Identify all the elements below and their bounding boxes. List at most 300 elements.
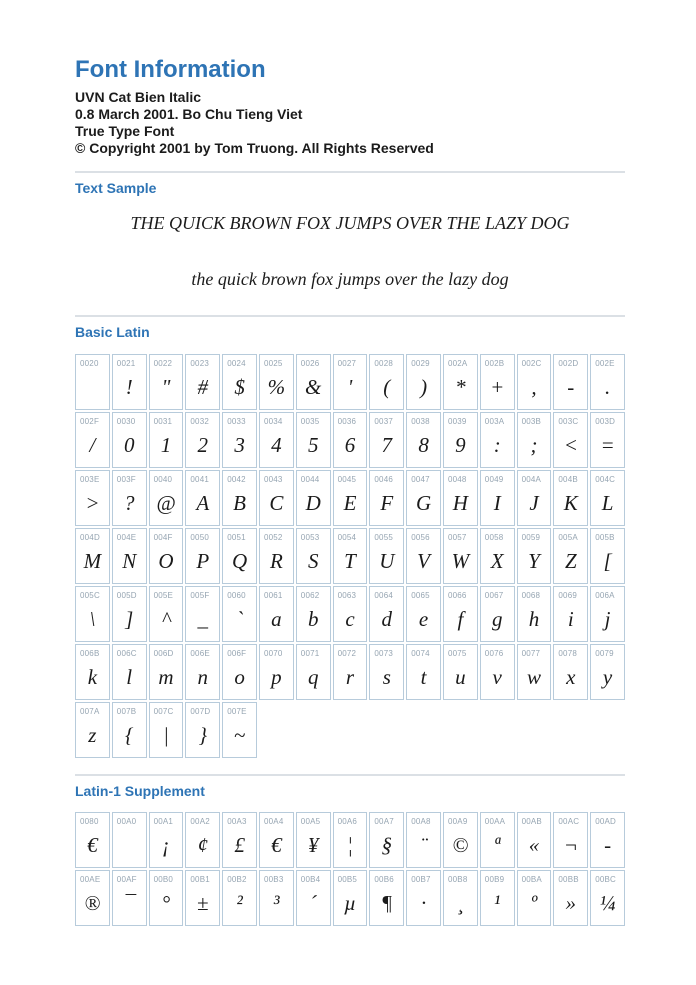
glyph-sample: ±	[197, 890, 209, 915]
glyph-sample: F	[380, 490, 394, 515]
codepoint-label: 0053	[300, 533, 320, 542]
section-heading-text-sample: Text Sample	[75, 180, 157, 196]
codepoint-label: 00B5	[337, 875, 358, 884]
glyph-sample: B	[233, 490, 246, 515]
codepoint-label: 006F	[227, 649, 247, 658]
codepoint-label: 00A3	[227, 817, 247, 826]
glyph-sample: ?	[123, 490, 135, 515]
glyph-cell-0030	[112, 412, 147, 468]
glyph-cell-005B	[590, 528, 625, 584]
glyph-sample: l	[126, 664, 133, 689]
codepoint-label: 0024	[227, 359, 246, 368]
codepoint-label: 0030	[116, 417, 136, 426]
glyph-sample: X	[490, 548, 504, 573]
glyph-cell-00BA	[517, 870, 552, 926]
codepoint-label: 0078	[558, 649, 577, 658]
glyph-cell-00A2	[185, 812, 220, 868]
codepoint-label: 005E	[153, 591, 174, 600]
codepoint-label: 00AB	[521, 817, 542, 826]
glyph-sample: +	[490, 374, 505, 399]
latin1-supplement-glyph-grid	[75, 812, 625, 926]
glyph-sample: ¢	[197, 832, 209, 857]
glyph-sample: ©	[452, 832, 469, 857]
codepoint-label: 007E	[227, 707, 247, 716]
sample-text-lowercase: the quick brown fox jumps over the lazy dog	[191, 269, 509, 289]
glyph-sample: r	[345, 664, 355, 689]
glyph-sample: N	[122, 548, 137, 573]
glyph-sample: Y	[528, 548, 540, 573]
glyph-cell-007B	[112, 702, 147, 758]
font-type-line: True Type Font	[75, 123, 175, 139]
codepoint-label: 0036	[337, 417, 357, 426]
glyph-sample: ¡	[161, 832, 171, 857]
glyph-sample: w	[526, 664, 541, 689]
glyph-sample: \	[89, 606, 96, 631]
glyph-sample: o	[234, 664, 245, 689]
glyph-cell-00AC	[553, 812, 588, 868]
glyph-cell-0050	[185, 528, 220, 584]
glyph-sample: ·	[420, 890, 427, 915]
codepoint-label: 0065	[411, 591, 430, 600]
glyph-cell-00A0	[112, 812, 147, 868]
codepoint-label: 0063	[337, 591, 357, 600]
glyph-cell-00B3	[259, 870, 294, 926]
glyph-sample: 1	[160, 432, 172, 457]
codepoint-label: 0033	[227, 417, 246, 426]
glyph-cell-007D	[185, 702, 220, 758]
glyph-sample: c	[345, 606, 355, 631]
codepoint-label: 0043	[263, 475, 283, 484]
glyph-sample: ~	[233, 722, 246, 747]
codepoint-label: 004B	[558, 475, 578, 484]
divider-above-basic-latin	[75, 315, 625, 317]
glyph-cell-0080	[75, 812, 110, 868]
glyph-cell-0057	[443, 528, 478, 584]
codepoint-label: 00B9	[484, 875, 505, 884]
glyph-sample: P	[196, 548, 210, 573]
glyph-sample: 2	[197, 432, 209, 457]
glyph-sample: g	[491, 606, 503, 631]
glyph-sample: b	[307, 606, 319, 631]
glyph-sample: #	[197, 374, 209, 399]
glyph-cell-00A3	[222, 812, 257, 868]
glyph-cell-0075	[443, 644, 478, 700]
glyph-sample: A	[196, 490, 210, 515]
glyph-sample: K	[563, 490, 578, 515]
codepoint-label: 00B0	[153, 875, 174, 884]
codepoint-label: 0032	[190, 417, 209, 426]
codepoint-label: 0039	[447, 417, 467, 426]
codepoint-label: 0074	[411, 649, 430, 658]
glyph-cell-004F	[149, 528, 184, 584]
codepoint-label: 004D	[80, 533, 100, 542]
glyph-cell-0064	[369, 586, 404, 642]
sample-text-uppercase: THE QUICK BROWN FOX JUMPS OVER THE LAZY DOG	[130, 213, 570, 233]
codepoint-label: 0061	[263, 591, 283, 600]
glyph-sample: '	[347, 374, 353, 399]
codepoint-label: 00A8	[411, 817, 431, 826]
codepoint-label: 00AF	[116, 875, 137, 884]
glyph-cell-004A	[517, 470, 552, 526]
glyph-cell-0042	[222, 470, 257, 526]
glyph-sample: R	[269, 548, 283, 573]
glyph-sample: ²	[236, 890, 243, 915]
glyph-cell-0047	[406, 470, 441, 526]
codepoint-label: 00AA	[484, 817, 506, 826]
glyph-cell-0059	[517, 528, 552, 584]
codepoint-label: 003D	[595, 417, 616, 426]
codepoint-label: 0070	[263, 649, 283, 658]
glyph-sample: a	[271, 606, 282, 631]
glyph-sample: u	[455, 664, 466, 689]
glyph-cell-0034	[259, 412, 294, 468]
glyph-cell-00B5	[333, 870, 368, 926]
glyph-cell-00BC	[590, 870, 625, 926]
codepoint-label: 00A5	[300, 817, 321, 826]
codepoint-label: 003B	[521, 417, 542, 426]
glyph-sample: 6	[344, 432, 356, 457]
codepoint-label: 005D	[116, 591, 137, 600]
glyph-sample: ¸	[456, 890, 464, 915]
codepoint-label: 0068	[521, 591, 541, 600]
codepoint-label: 0073	[374, 649, 393, 658]
glyph-sample: h	[528, 606, 540, 631]
codepoint-label: 00B7	[411, 875, 431, 884]
glyph-cell-00BB	[553, 870, 588, 926]
codepoint-label: 0054	[337, 533, 357, 542]
glyph-cell-0065	[406, 586, 441, 642]
glyph-sample: =	[600, 432, 615, 457]
codepoint-label: 0056	[411, 533, 430, 542]
glyph-sample: m	[158, 664, 174, 689]
codepoint-label: 007D	[190, 707, 211, 716]
glyph-cell-0044	[296, 470, 331, 526]
glyph-cell-00A5	[296, 812, 331, 868]
glyph-cell-0066	[443, 586, 478, 642]
section-heading-latin1-supplement: Latin-1 Supplement	[75, 783, 205, 799]
glyph-cell-005E	[149, 586, 184, 642]
codepoint-label: 0046	[374, 475, 393, 484]
page-title: Font Information	[75, 56, 266, 83]
codepoint-label: 0037	[374, 417, 393, 426]
glyph-cell-007C	[149, 702, 184, 758]
glyph-cell-0021	[112, 354, 147, 410]
glyph-sample: €	[271, 832, 282, 857]
glyph-cell-00B1	[185, 870, 220, 926]
glyph-sample: W	[451, 548, 470, 573]
codepoint-label: 0040	[153, 475, 173, 484]
glyph-cell-0022	[149, 354, 184, 410]
glyph-sample: T	[344, 548, 356, 573]
codepoint-label: 0047	[411, 475, 430, 484]
glyph-cell-0046	[369, 470, 404, 526]
glyph-cell-0053	[296, 528, 331, 584]
glyph-sample: .	[604, 374, 611, 399]
glyph-sample: G	[416, 490, 432, 515]
codepoint-label: 005C	[80, 591, 100, 600]
glyph-sample: (	[383, 374, 391, 399]
codepoint-label: 0072	[337, 649, 357, 658]
glyph-cell-00B9	[480, 870, 515, 926]
glyph-cell-0035	[296, 412, 331, 468]
glyph-sample	[113, 826, 146, 867]
codepoint-label: 00A6	[337, 817, 358, 826]
codepoint-label: 005B	[595, 533, 615, 542]
glyph-cell-006B	[75, 644, 110, 700]
glyph-cell-00A1	[149, 812, 184, 868]
glyph-cell-0045	[333, 470, 368, 526]
codepoint-label: 002A	[447, 359, 468, 368]
divider-above-latin1-supplement	[75, 774, 625, 776]
glyph-sample: C	[269, 490, 284, 515]
glyph-cell-004E	[112, 528, 147, 584]
glyph-cell-005D	[112, 586, 147, 642]
glyph-sample: »	[565, 890, 577, 915]
glyph-sample: $	[234, 374, 245, 399]
codepoint-label: 0062	[300, 591, 320, 600]
codepoint-label: 0048	[447, 475, 467, 484]
glyph-sample: [	[603, 548, 612, 573]
glyph-cell-00A8	[406, 812, 441, 868]
glyph-cell-0043	[259, 470, 294, 526]
codepoint-label: 0051	[227, 533, 246, 542]
glyph-cell-005F	[185, 586, 220, 642]
codepoint-label: 007A	[80, 707, 100, 716]
glyph-sample: "	[161, 374, 171, 399]
glyph-cell-0078	[553, 644, 588, 700]
glyph-sample: ¶	[381, 890, 393, 915]
codepoint-label: 002C	[521, 359, 542, 368]
codepoint-label: 0026	[300, 359, 320, 368]
glyph-cell-007E	[222, 702, 257, 758]
glyph-sample: J	[529, 490, 539, 515]
codepoint-label: 0079	[595, 649, 614, 658]
glyph-sample: V	[417, 548, 430, 573]
glyph-sample: 8	[418, 432, 429, 457]
glyph-cell-002D	[553, 354, 588, 410]
codepoint-label: 0050	[190, 533, 209, 542]
codepoint-label: 0034	[263, 417, 283, 426]
glyph-sample: x	[566, 664, 576, 689]
font-name: UVN Cat Bien Italic	[75, 89, 202, 105]
glyph-sample: v	[492, 664, 502, 689]
glyph-sample: Z	[564, 548, 577, 573]
codepoint-label: 0049	[484, 475, 504, 484]
glyph-sample: ®	[84, 890, 101, 915]
glyph-cell-006E	[185, 644, 220, 700]
glyph-sample: d	[381, 606, 393, 631]
glyph-cell-00A6	[333, 812, 368, 868]
glyph-cell-0023	[185, 354, 220, 410]
glyph-cell-0036	[333, 412, 368, 468]
glyph-sample: 4	[271, 432, 282, 457]
glyph-cell-006C	[112, 644, 147, 700]
codepoint-label: 00BB	[558, 875, 579, 884]
glyph-cell-00AA	[480, 812, 515, 868]
codepoint-label: 0044	[300, 475, 320, 484]
glyph-cell-002C	[517, 354, 552, 410]
glyph-sample: >	[85, 490, 100, 515]
codepoint-label: 0075	[447, 649, 467, 658]
font-version-line: 0.8 March 2001. Bo Chu Tieng Viet	[75, 106, 303, 122]
codepoint-label: 00A2	[190, 817, 210, 826]
glyph-cell-004C	[590, 470, 625, 526]
glyph-cell-007A	[75, 702, 110, 758]
glyph-cell-00AF	[112, 870, 147, 926]
glyph-sample: i	[567, 606, 574, 631]
glyph-sample: j	[604, 606, 611, 631]
codepoint-label: 005A	[558, 533, 578, 542]
glyph-sample	[76, 368, 109, 409]
codepoint-label: 0055	[374, 533, 393, 542]
codepoint-label: 0059	[521, 533, 541, 542]
glyph-cell-00B0	[149, 870, 184, 926]
glyph-sample: ;	[530, 432, 538, 457]
glyph-cell-006A	[590, 586, 625, 642]
codepoint-label: 00A1	[153, 817, 174, 826]
glyph-cell-00A9	[443, 812, 478, 868]
codepoint-label: 0028	[374, 359, 393, 368]
glyph-sample: /	[89, 432, 96, 457]
glyph-sample: ¹	[494, 890, 501, 915]
glyph-sample: «	[528, 832, 540, 857]
section-heading-basic-latin: Basic Latin	[75, 324, 150, 340]
codepoint-label: 00B1	[190, 875, 210, 884]
glyph-sample: ]	[125, 606, 134, 631]
glyph-cell-00A4	[259, 812, 294, 868]
glyph-cell-0038	[406, 412, 441, 468]
glyph-cell-0054	[333, 528, 368, 584]
codepoint-label: 0077	[521, 649, 541, 658]
codepoint-label: 00B3	[263, 875, 284, 884]
glyph-sample: *	[455, 374, 466, 399]
codepoint-label: 00B8	[447, 875, 468, 884]
glyph-sample: -	[604, 832, 612, 857]
codepoint-label: 0038	[411, 417, 430, 426]
glyph-cell-00A7	[369, 812, 404, 868]
glyph-cell-0067	[480, 586, 515, 642]
glyph-cell-0076	[480, 644, 515, 700]
glyph-sample: L	[601, 490, 614, 515]
codepoint-label: 0064	[374, 591, 393, 600]
codepoint-label: 00B2	[227, 875, 247, 884]
glyph-cell-003C	[553, 412, 588, 468]
codepoint-label: 00B6	[374, 875, 394, 884]
glyph-sample: :	[493, 432, 501, 457]
codepoint-label: 0080	[80, 817, 99, 826]
codepoint-label: 002B	[484, 359, 505, 368]
codepoint-label: 0029	[411, 359, 430, 368]
glyph-sample: %	[267, 374, 286, 399]
glyph-cell-003A	[480, 412, 515, 468]
glyph-cell-0031	[149, 412, 184, 468]
glyph-sample: }	[198, 722, 207, 747]
glyph-cell-00B7	[406, 870, 441, 926]
glyph-cell-0037	[369, 412, 404, 468]
glyph-cell-006D	[149, 644, 184, 700]
glyph-cell-004B	[553, 470, 588, 526]
codepoint-label: 003A	[484, 417, 505, 426]
glyph-cell-00AE	[75, 870, 110, 926]
codepoint-label: 0027	[337, 359, 357, 368]
glyph-cell-002F	[75, 412, 110, 468]
codepoint-label: 0035	[300, 417, 320, 426]
glyph-sample: q	[307, 664, 319, 689]
glyph-cell-0024	[222, 354, 257, 410]
glyph-sample: )	[420, 374, 428, 399]
glyph-cell-005C	[75, 586, 110, 642]
glyph-sample: ¦	[347, 832, 353, 857]
basic-latin-glyph-grid	[75, 354, 625, 758]
glyph-sample: 9	[455, 432, 466, 457]
codepoint-label: 00BA	[521, 875, 542, 884]
codepoint-label: 002D	[558, 359, 579, 368]
glyph-cell-0070	[259, 644, 294, 700]
glyph-cell-002A	[443, 354, 478, 410]
glyph-sample: t	[420, 664, 427, 689]
codepoint-label: 0057	[447, 533, 467, 542]
glyph-sample: f	[457, 606, 464, 631]
glyph-cell-0055	[369, 528, 404, 584]
glyph-cell-0056	[406, 528, 441, 584]
glyph-sample: n	[197, 664, 209, 689]
codepoint-label: 006B	[80, 649, 100, 658]
glyph-cell-0033	[222, 412, 257, 468]
glyph-cell-0068	[517, 586, 552, 642]
glyph-sample: §	[381, 832, 393, 857]
codepoint-label: 0069	[558, 591, 577, 600]
codepoint-label: 00A9	[447, 817, 468, 826]
glyph-sample: º	[530, 890, 538, 915]
glyph-cell-0026	[296, 354, 331, 410]
glyph-sample: !	[125, 374, 133, 399]
glyph-sample: €	[87, 832, 98, 857]
glyph-sample: D	[305, 490, 321, 515]
codepoint-label: 00BC	[595, 875, 616, 884]
glyph-cell-00B4	[296, 870, 331, 926]
codepoint-label: 0076	[484, 649, 504, 658]
glyph-sample: ¬	[563, 832, 578, 857]
glyph-cell-0039	[443, 412, 478, 468]
font-copyright-line: © Copyright 2001 by Tom Truong. All Rights Reserved	[75, 140, 434, 156]
codepoint-label: 0067	[484, 591, 504, 600]
glyph-sample: I	[493, 490, 501, 515]
glyph-cell-003F	[112, 470, 147, 526]
glyph-sample: k	[87, 664, 98, 689]
glyph-cell-0029	[406, 354, 441, 410]
glyph-sample: s	[382, 664, 391, 689]
glyph-sample: ¨	[420, 832, 428, 857]
glyph-cell-00AB	[517, 812, 552, 868]
glyph-cell-0060	[222, 586, 257, 642]
glyph-cell-0072	[333, 644, 368, 700]
glyph-cell-0028	[369, 354, 404, 410]
codepoint-label: 003E	[80, 475, 100, 484]
codepoint-label: 00A0	[116, 817, 137, 826]
glyph-cell-0061	[259, 586, 294, 642]
glyph-sample: U	[379, 548, 395, 573]
codepoint-label: 0058	[484, 533, 504, 542]
glyph-cell-00B6	[369, 870, 404, 926]
glyph-sample: O	[158, 548, 174, 573]
glyph-sample: y	[602, 664, 613, 689]
glyph-cell-003E	[75, 470, 110, 526]
codepoint-label: 006D	[153, 649, 174, 658]
glyph-cell-0069	[553, 586, 588, 642]
glyph-sample: E	[343, 490, 357, 515]
codepoint-label: 0060	[227, 591, 246, 600]
glyph-sample: ¼	[599, 890, 616, 915]
